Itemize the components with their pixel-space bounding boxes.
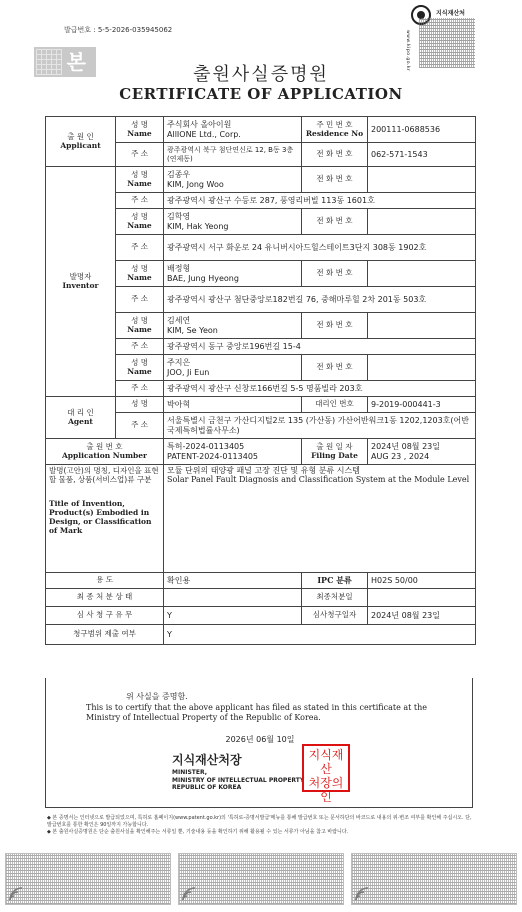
inventor-address: 광주광역시 광산구 신창로166번길 5-5 명품빌라 203호 xyxy=(164,381,476,397)
issue-number: 발급번호 : 5-5-2026-035945062 xyxy=(64,26,173,34)
name-label: 성 명 Name xyxy=(116,117,164,143)
claims-submitted-label: 청구범위 제출 여부 xyxy=(46,625,164,645)
exam-request-label: 심 사 청 구 유 무 xyxy=(46,607,164,625)
page-title-en: CERTIFICATE OF APPLICATION xyxy=(119,85,403,103)
official-seal: 지식재산 처장의인 xyxy=(302,744,350,792)
exam-request-date: 2024년 08월 23일 xyxy=(368,607,476,625)
signal-icon xyxy=(182,887,196,901)
name-label: 성 명 Name xyxy=(116,261,164,287)
inventor-phone xyxy=(368,261,476,287)
phone-label: 전 화 번 호 xyxy=(302,167,368,193)
address-label: 주 소 xyxy=(116,287,164,313)
app-number: 특허-2024-0113405 PATENT-2024-0113405 xyxy=(164,439,302,465)
title-of-invention: 모듈 단위의 태양광 패널 고장 진단 및 유형 분류 시스템 Solar Panel Fault Diagnosis and Classification System at the Module Level xyxy=(164,465,476,573)
agent-name: 박아혁 xyxy=(164,397,302,413)
address-label: 주 소 xyxy=(116,381,164,397)
applicant-label: 출 원 인 Applicant xyxy=(46,117,116,167)
final-date-label: 최종처분일 xyxy=(302,589,368,607)
certification-box xyxy=(45,678,473,808)
address-label: 주 소 xyxy=(116,193,164,209)
inventor-address: 광주광역시 광산구 수등로 287, 풍영리버빌 113동 1601호 xyxy=(164,193,476,209)
address-label: 주 소 xyxy=(116,235,164,261)
exam-request-date-label: 심사청구일자 xyxy=(302,607,368,625)
barcode-1 xyxy=(5,853,171,905)
ipc-label: IPC 분류 xyxy=(302,573,368,589)
purpose: 확인용 xyxy=(164,573,302,589)
inventor-phone xyxy=(368,313,476,339)
address-label: 주 소 xyxy=(116,413,164,439)
final-status-label: 최 종 처 분 상 태 xyxy=(46,589,164,607)
phone-label: 전 화 번 호 xyxy=(302,261,368,287)
issuing-authority-en: MINISTER, MINISTRY OF INTELLECTUAL PROPERTY REPUBLIC OF KOREA xyxy=(172,769,305,791)
applicant-name: 주식회사 올아이원 AllIONE Ltd., Corp. xyxy=(164,117,302,143)
claims-submitted: Y xyxy=(164,625,476,645)
certification-statement-en: This is to certify that the above applicant has filed as stated in this certificate at the Ministry of Intellectual Property of the Republic of Korea. xyxy=(86,703,427,722)
name-label: 성 명 Name xyxy=(116,355,164,381)
phone-label: 전 화 번 호 xyxy=(302,313,368,339)
ipc-class: H02S 50/00 xyxy=(368,573,476,589)
inventor-address: 광주광역시 동구 중앙로196번길 15-4 xyxy=(164,339,476,355)
signal-icon xyxy=(355,887,369,901)
phone-label: 전 화 번 호 xyxy=(302,355,368,381)
purpose-label: 용 도 xyxy=(46,573,164,589)
barcode-3 xyxy=(351,853,517,905)
application-table xyxy=(45,116,476,645)
filing-date: 2024년 08월 23일 AUG 23 , 2024 xyxy=(368,439,476,465)
inventor-label: 발명자 Inventor xyxy=(46,167,116,397)
applicant-address: 광주광역시 북구 첨단연신로 12, B동 3층 (연제동) xyxy=(164,143,302,167)
inventor-address: 광주광역시 광산구 첨단중앙로182번길 76, 중해마루힐 2차 201동 503호 xyxy=(164,287,476,313)
inventor-phone xyxy=(368,167,476,193)
name-label: 성 명 xyxy=(116,397,164,413)
title-of-invention-label: 발명(고안)의 명칭, 디자인을 표현할 물품, 상품(서비스업)류 구분 Title of Invention, Product(s) Embodied in Design, or Classification of Mark xyxy=(46,465,164,573)
exam-request: Y xyxy=(164,607,302,625)
address-label: 주 소 xyxy=(116,143,164,167)
applicant-residence-no: 200111-0688536 xyxy=(368,117,476,143)
inventor-name: 김종우 KIM, Jong Woo xyxy=(164,167,302,193)
copy-stamp: 본 xyxy=(34,47,96,77)
agent-label: 대 리 인 Agent xyxy=(46,397,116,439)
inventor-address: 광주광역시 서구 화운로 24 유니버시아드힐스테이트3단지 308동 1902호 xyxy=(164,235,476,261)
footnotes: ◆ 본 증명서는 인터넷으로 발급되었으며, 특허로 홈페이지(www.patent.go.kr)의 '특허로-증명서발급'메뉴를 통해 발급번호 또는 문서하단의 바코드로 내용의 위·변조 여부를 확인해 주십시오. 단, 발급번호를 통한 확인은 90일까지 가능합니다. ◆ 본 출원사실증명원은 단순 출원사실을 확인해주는 서류일 뿐, 기술내용 등을 확인하기 위해 활용될 수 있는 서류가 아님을 참고 바랍니다. xyxy=(47,815,472,835)
kipo-side-text: www.kipo.go.kr xyxy=(405,30,410,72)
filing-date-label: 출 원 일 자 Filing Date xyxy=(302,439,368,465)
agent-address: 서울특별시 금천구 가산디지털2로 135 (가산동) 가산어반워크1동 1202,1203호(어반국제특허법률사무소) xyxy=(164,413,476,439)
name-label: 성 명 Name xyxy=(116,313,164,339)
signal-icon xyxy=(9,887,23,901)
name-label: 성 명 Name xyxy=(116,167,164,193)
kipo-label: 지식재산처 xyxy=(436,10,465,17)
final-date xyxy=(368,589,476,607)
address-label: 주 소 xyxy=(116,339,164,355)
inventor-phone xyxy=(368,209,476,235)
inventor-phone xyxy=(368,355,476,381)
issuing-authority-ko: 지식재산처장 xyxy=(172,753,242,767)
agent-no-label: 대리인 번호 xyxy=(302,397,368,413)
final-status xyxy=(164,589,302,607)
page-title-ko: 출원사실증명원 xyxy=(193,64,329,85)
inventor-name: 김세연 KIM, Se Yeon xyxy=(164,313,302,339)
applicant-phone: 062-571-1543 xyxy=(368,143,476,167)
phone-label: 전 화 번 호 xyxy=(302,209,368,235)
agent-number: 9-2019-000441-3 xyxy=(368,397,476,413)
inventor-name: 주지은 JOO, Ji Eun xyxy=(164,355,302,381)
certification-date: 2026년 06월 10일 xyxy=(225,735,295,744)
app-number-label: 출 원 번 호 Application Number xyxy=(46,439,164,465)
barcode-2 xyxy=(178,853,344,905)
name-label: 성 명 Name xyxy=(116,209,164,235)
residence-label: 주 민 번 호 Residence No xyxy=(302,117,368,143)
inventor-name: 김학영 KIM, Hak Yeong xyxy=(164,209,302,235)
certification-statement-ko: 위 사실을 증명함. xyxy=(126,692,188,701)
phone-label: 전 화 번 호 xyxy=(302,143,368,167)
inventor-name: 배정형 BAE, Jung Hyeong xyxy=(164,261,302,287)
